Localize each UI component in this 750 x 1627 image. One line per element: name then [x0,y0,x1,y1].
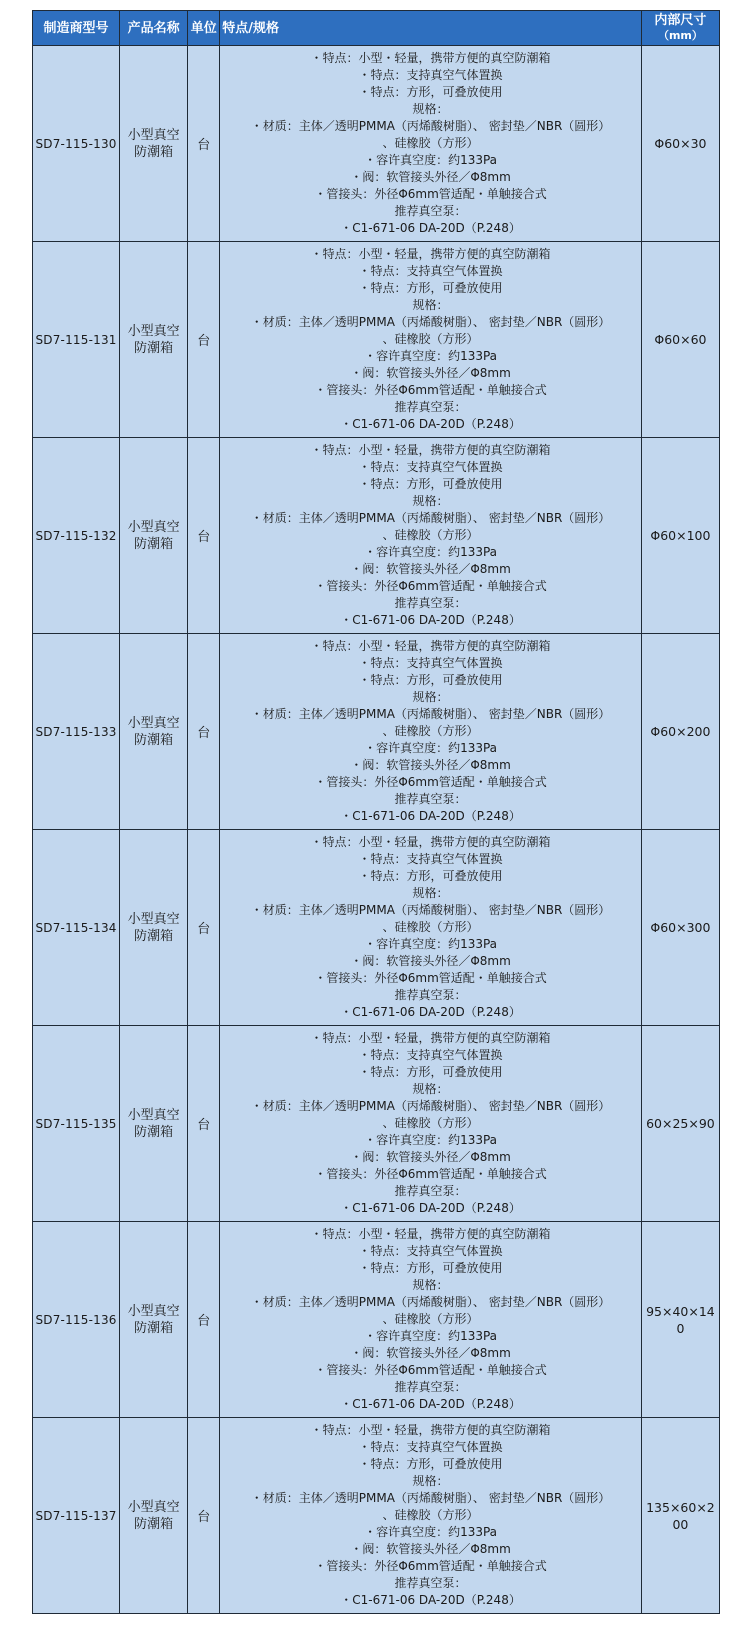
table-row [33,46,720,242]
spec-cell [220,46,642,242]
spec-line: 规格： [412,690,449,704]
spec-line: 规格： [412,298,449,312]
product-spec-table [32,10,720,1614]
spec-line: ・管接头：外径Φ6mm管适配・单触接合式 [314,1363,547,1377]
header-row [33,11,720,46]
spec-line: ・阀：软管接头外径／Φ8mm [350,758,511,772]
product-name-cell: 小型真空防潮箱 [120,1026,188,1222]
product-name-cell: 小型真空防潮箱 [120,46,188,242]
spec-line: ・容许真空度：约133Pa [364,1525,498,1539]
spec-line: ・容许真空度：约133Pa [364,1329,498,1343]
spec-line: ・特点：小型・轻量，携带方便的真空防潮箱 [310,639,551,653]
spec-line: ・材质：主体／透明PMMA（丙烯酸树脂）、 密封垫／NBR（圆形） [250,1295,611,1309]
product-name-cell: 小型真空防潮箱 [120,438,188,634]
spec-cell [220,242,642,438]
spec-line: ・容许真空度：约133Pa [364,741,498,755]
spec-line: 、硅橡胶（方形） [382,528,479,542]
header-spec: 特点/规格 [220,11,642,46]
spec-line: 规格： [412,1278,449,1292]
spec-line: ・材质：主体／透明PMMA（丙烯酸树脂）、 密封垫／NBR（圆形） [250,119,611,133]
spec-line: ・阀：软管接头外径／Φ8mm [350,170,511,184]
spec-line: ・特点：方形，可叠放使用 [358,1065,503,1079]
model-cell: SD7-115-132 [33,438,120,634]
model-cell: SD7-115-137 [33,1418,120,1614]
size-cell: 60×25×90 [641,1026,719,1222]
spec-line: ・特点：支持真空气体置换 [358,1440,503,1454]
spec-line: ・阀：软管接头外径／Φ8mm [350,1150,511,1164]
spec-line: ・管接头：外径Φ6mm管适配・单触接合式 [314,775,547,789]
header-size-unit: （mm） [657,29,703,42]
product-name-cell: 小型真空防潮箱 [120,242,188,438]
spec-line: ・特点：支持真空气体置换 [358,68,503,82]
table-row [33,438,720,634]
spec-line: ・阀：软管接头外径／Φ8mm [350,562,511,576]
spec-line: 推荐真空泵： [394,792,467,806]
spec-line: 、硅橡胶（方形） [382,332,479,346]
table-header [33,11,720,46]
size-cell: Φ60×30 [641,46,719,242]
spec-line: ・材质：主体／透明PMMA（丙烯酸树脂）、 密封垫／NBR（圆形） [250,903,611,917]
spec-line: ・C1-671-06 DA-20D（P.248） [340,809,521,823]
spec-line: ・阀：软管接头外径／Φ8mm [350,1346,511,1360]
spec-line: ・特点：小型・轻量，携带方便的真空防潮箱 [310,1423,551,1437]
model-cell: SD7-115-135 [33,1026,120,1222]
spec-line: 规格： [412,494,449,508]
spec-cell [220,634,642,830]
table-body [33,46,720,1614]
spec-line: ・特点：方形，可叠放使用 [358,1457,503,1471]
spec-line: 规格： [412,886,449,900]
spec-line: 、硅橡胶（方形） [382,136,479,150]
spec-line: ・材质：主体／透明PMMA（丙烯酸树脂）、 密封垫／NBR（圆形） [250,511,611,525]
spec-line: ・特点：支持真空气体置换 [358,852,503,866]
spec-line: ・材质：主体／透明PMMA（丙烯酸树脂）、 密封垫／NBR（圆形） [250,707,611,721]
spec-line: ・C1-671-06 DA-20D（P.248） [340,1593,521,1607]
spec-line: ・特点：支持真空气体置换 [358,1048,503,1062]
spec-cell [220,1418,642,1614]
spec-line: ・特点：支持真空气体置换 [358,1244,503,1258]
spec-line: ・特点：小型・轻量，携带方便的真空防潮箱 [310,1031,551,1045]
spec-line: ・材质：主体／透明PMMA（丙烯酸树脂）、 密封垫／NBR（圆形） [250,1491,611,1505]
spec-line: ・特点：方形，可叠放使用 [358,1261,503,1275]
unit-cell: 台 [188,438,220,634]
spec-line: ・容许真空度：约133Pa [364,349,498,363]
spec-line: 、硅橡胶（方形） [382,920,479,934]
model-cell: SD7-115-131 [33,242,120,438]
spec-line: 推荐真空泵： [394,400,467,414]
spec-line: 推荐真空泵： [394,1576,467,1590]
spec-line: ・管接头：外径Φ6mm管适配・单触接合式 [314,383,547,397]
unit-cell: 台 [188,1418,220,1614]
spec-line: ・材质：主体／透明PMMA（丙烯酸树脂）、 密封垫／NBR（圆形） [250,315,611,329]
spec-cell [220,830,642,1026]
spec-line: ・C1-671-06 DA-20D（P.248） [340,1397,521,1411]
spec-line: ・特点：方形，可叠放使用 [358,477,503,491]
model-cell: SD7-115-130 [33,46,120,242]
table-row [33,1222,720,1418]
spec-line: 、硅橡胶（方形） [382,1312,479,1326]
unit-cell: 台 [188,1222,220,1418]
spec-line: 规格： [412,1474,449,1488]
spec-line: ・特点：方形，可叠放使用 [358,281,503,295]
spec-line: ・材质：主体／透明PMMA（丙烯酸树脂）、 密封垫／NBR（圆形） [250,1099,611,1113]
spec-line: 规格： [412,102,449,116]
size-cell: Φ60×60 [641,242,719,438]
spec-line: ・容许真空度：约133Pa [364,153,498,167]
spec-line: ・特点：方形，可叠放使用 [358,85,503,99]
header-name: 产品名称 [120,11,188,46]
model-cell: SD7-115-133 [33,634,120,830]
spec-line: ・特点：小型・轻量，携带方便的真空防潮箱 [310,51,551,65]
table-row [33,634,720,830]
table-row [33,242,720,438]
product-name-cell: 小型真空防潮箱 [120,1222,188,1418]
product-name-cell: 小型真空防潮箱 [120,1418,188,1614]
spec-cell [220,1222,642,1418]
spec-line: ・管接头：外径Φ6mm管适配・单触接合式 [314,971,547,985]
model-cell: SD7-115-136 [33,1222,120,1418]
spec-line: ・容许真空度：约133Pa [364,937,498,951]
spec-line: 、硅橡胶（方形） [382,1116,479,1130]
model-cell: SD7-115-134 [33,830,120,1026]
spec-line: ・管接头：外径Φ6mm管适配・单触接合式 [314,1167,547,1181]
spec-line: ・特点：小型・轻量，携带方便的真空防潮箱 [310,443,551,457]
header-size-label: 内部尺寸 [654,13,707,28]
size-cell: Φ60×100 [641,438,719,634]
spec-line: 规格： [412,1082,449,1096]
spec-line: 、硅橡胶（方形） [382,724,479,738]
spec-line: ・管接头：外径Φ6mm管适配・单触接合式 [314,1559,547,1573]
spec-line: ・容许真空度：约133Pa [364,1133,498,1147]
spec-line: 推荐真空泵： [394,1184,467,1198]
spec-line: ・阀：软管接头外径／Φ8mm [350,366,511,380]
spec-line: ・特点：支持真空气体置换 [358,656,503,670]
header-unit: 单位 [188,11,220,46]
spec-line: ・特点：支持真空气体置换 [358,460,503,474]
spec-line: 推荐真空泵： [394,596,467,610]
product-name-cell: 小型真空防潮箱 [120,634,188,830]
spec-line: ・管接头：外径Φ6mm管适配・单触接合式 [314,187,547,201]
product-name-cell: 小型真空防潮箱 [120,830,188,1026]
table-row [33,1026,720,1222]
size-cell: Φ60×200 [641,634,719,830]
header-size [641,11,719,46]
spec-line: 推荐真空泵： [394,1380,467,1394]
spec-line: ・C1-671-06 DA-20D（P.248） [340,1201,521,1215]
spec-line: ・特点：支持真空气体置换 [358,264,503,278]
spec-line: ・C1-671-06 DA-20D（P.248） [340,221,521,235]
spec-line: ・管接头：外径Φ6mm管适配・单触接合式 [314,579,547,593]
spec-cell [220,1026,642,1222]
header-model: 制造商型号 [33,11,120,46]
unit-cell: 台 [188,830,220,1026]
spec-line: ・C1-671-06 DA-20D（P.248） [340,613,521,627]
spec-line: ・特点：方形，可叠放使用 [358,673,503,687]
spec-line: 推荐真空泵： [394,988,467,1002]
spec-line: ・特点：小型・轻量，携带方便的真空防潮箱 [310,835,551,849]
spec-cell [220,438,642,634]
spec-line: ・阀：软管接头外径／Φ8mm [350,1542,511,1556]
unit-cell: 台 [188,1026,220,1222]
size-cell: 135×60×200 [641,1418,719,1614]
size-cell: 95×40×140 [641,1222,719,1418]
spec-line: ・容许真空度：约133Pa [364,545,498,559]
spec-line: 、硅橡胶（方形） [382,1508,479,1522]
size-cell: Φ60×300 [641,830,719,1026]
spec-line: ・特点：方形，可叠放使用 [358,869,503,883]
spec-line: ・阀：软管接头外径／Φ8mm [350,954,511,968]
spec-line: ・C1-671-06 DA-20D（P.248） [340,417,521,431]
unit-cell: 台 [188,634,220,830]
table-row [33,830,720,1026]
spec-line: ・特点：小型・轻量，携带方便的真空防潮箱 [310,247,551,261]
spec-line: ・C1-671-06 DA-20D（P.248） [340,1005,521,1019]
table-row [33,1418,720,1614]
spec-line: ・特点：小型・轻量，携带方便的真空防潮箱 [310,1227,551,1241]
unit-cell: 台 [188,242,220,438]
unit-cell: 台 [188,46,220,242]
spec-line: 推荐真空泵： [394,204,467,218]
